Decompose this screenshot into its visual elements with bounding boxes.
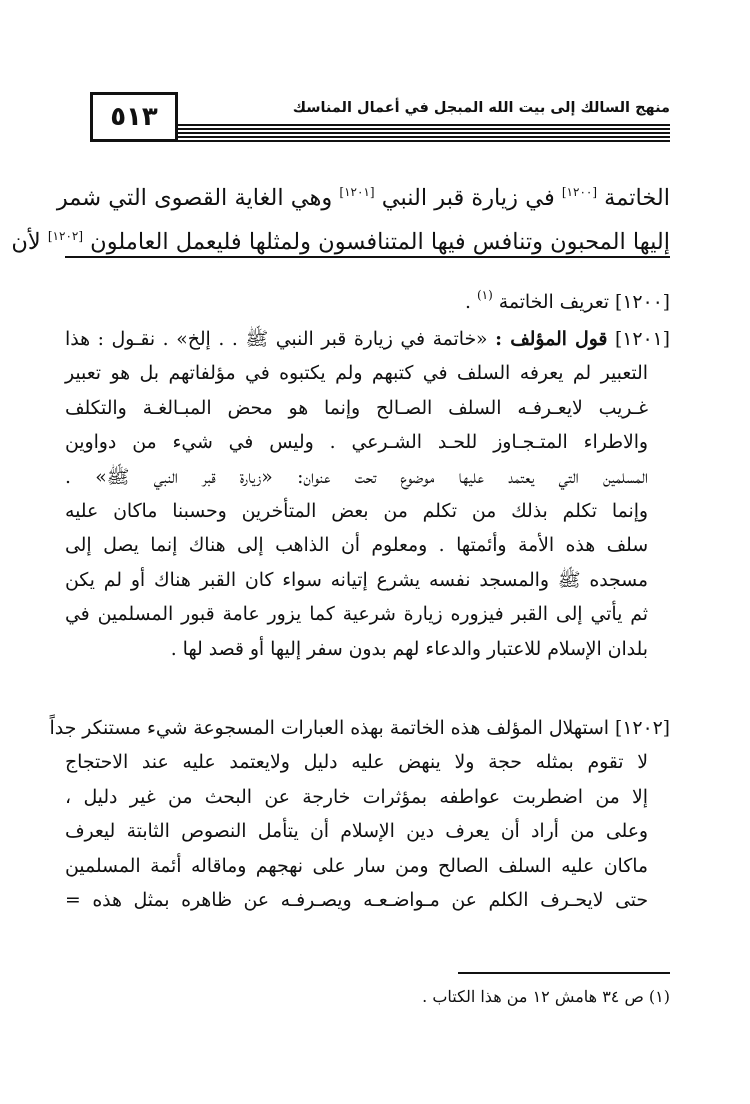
note-line: لا تقوم بمثله حجة ولا ينهض عليه دليل ولايعتمد عليه عند الاحتجاج bbox=[65, 752, 648, 774]
footnote-ref[interactable]: [١٢٠٢] bbox=[47, 229, 84, 243]
note-line: غـريب لايعـرفـه السلف الصـالح وإنما هو محض المبـالغـة والتكلف bbox=[65, 397, 648, 419]
note-line: وعلى من أراد أن يعرف دين الإسلام أن يتأمل النصوص الثابتة ليعرف bbox=[65, 821, 648, 843]
note-line: والاطراء المتـجـاوز للحـد الشـرعي . وليس في شيء من دواوين bbox=[65, 432, 648, 454]
note-line: وإنما تكلم بذلك من تكلم من بعض المتأخرين وحسبنا ماكان عليه bbox=[65, 501, 648, 523]
note-line: بلدان الإسلام للاعتبار والدعاء لهم بدون سفر إليها أو قصد لها . bbox=[170, 638, 648, 660]
main-rule bbox=[65, 256, 670, 258]
note-1200 bbox=[65, 278, 670, 320]
note-label: [١٢٠٠] bbox=[614, 292, 670, 313]
main-line: الخاتمة [١٢٠٠] في زيارة قبر النبي [١٢٠١] وهي الغاية القصوى التي شمر bbox=[56, 185, 670, 211]
running-header bbox=[90, 92, 670, 148]
page-number: ٥١٣ bbox=[90, 92, 178, 142]
note-line: مسجده ﷺ والمسجد نفسه يشرع إتيانه سواء كان القبر هناك أو لم يكن bbox=[65, 569, 648, 591]
note-line: التعبير لم يعرفه السلف في كتبهم ولم يكتبوه في مؤلفاتهم بل هو تعبير bbox=[65, 363, 648, 385]
note-1202 bbox=[49, 712, 670, 918]
note-line: [١٢٠١] قول المؤلف : «خاتمة في زيارة قبر النبي ﷺ . . إلخ» . نقـول : هذا bbox=[65, 328, 670, 350]
note-line: ماكان عليه السلف الصالح ومن سار على نهجهم وماقاله أئمة المسلمين bbox=[65, 855, 648, 877]
note-line: ثم يأتي إلى القبر فيزوره زيارة شرعية كما يزور عامة قبور المسلمين في bbox=[65, 604, 648, 626]
note-lead: قول المؤلف : bbox=[495, 328, 608, 350]
note-line: [١٢٠٠] تعريف الخاتمة $^{(١)}$ . bbox=[465, 288, 670, 313]
footnote-ref[interactable]: [١٢٠١] bbox=[339, 185, 375, 199]
footnote-ref[interactable]: (١) bbox=[476, 288, 493, 302]
note-1201 bbox=[65, 322, 670, 667]
main-line: إليها المحبون وتنافس فيها المتنافسون ولمثلها فليعمل العاملون [١٢٠٢] لأن bbox=[11, 229, 670, 255]
note-line: المسلمين التي يعتمد عليها موضوع تحت عنوان: «زيارة قبر النبي ﷺ» . bbox=[65, 466, 648, 488]
footnote bbox=[65, 984, 670, 1010]
main-text bbox=[11, 173, 670, 261]
note-label: [١٢٠٢] bbox=[614, 718, 670, 739]
header-rule bbox=[178, 124, 670, 142]
footnote-text: (١) ص ٣٤ هامش ١٢ من هذا الكتاب . bbox=[422, 987, 670, 1006]
note-line: إلا من اضطربت عواطفه بمؤثرات خارجة عن البحث من غير دليل ، bbox=[65, 786, 648, 808]
footnote-rule bbox=[458, 972, 670, 974]
note-line: سلف هذه الأمة وأئمتها . ومعلوم أن الذاهب إلى هناك إنما يصل إلى bbox=[65, 535, 648, 557]
footnote-ref[interactable]: [١٢٠٠] bbox=[561, 185, 598, 199]
note-line: [١٢٠٢] استهلال المؤلف هذه الخاتمة بهذه العبارات المسجوعة شيء مستنكر جداً bbox=[49, 718, 670, 739]
note-label: [١٢٠١] bbox=[614, 329, 670, 350]
note-line: حتى لايحـرف الكلم عن مـواضـعـه ويصـرفـه عن ظاهره بمثل هذه = bbox=[65, 890, 648, 912]
book-title: منهج السالك إلى بيت الله المبجل في أعمال المناسك bbox=[292, 100, 670, 116]
